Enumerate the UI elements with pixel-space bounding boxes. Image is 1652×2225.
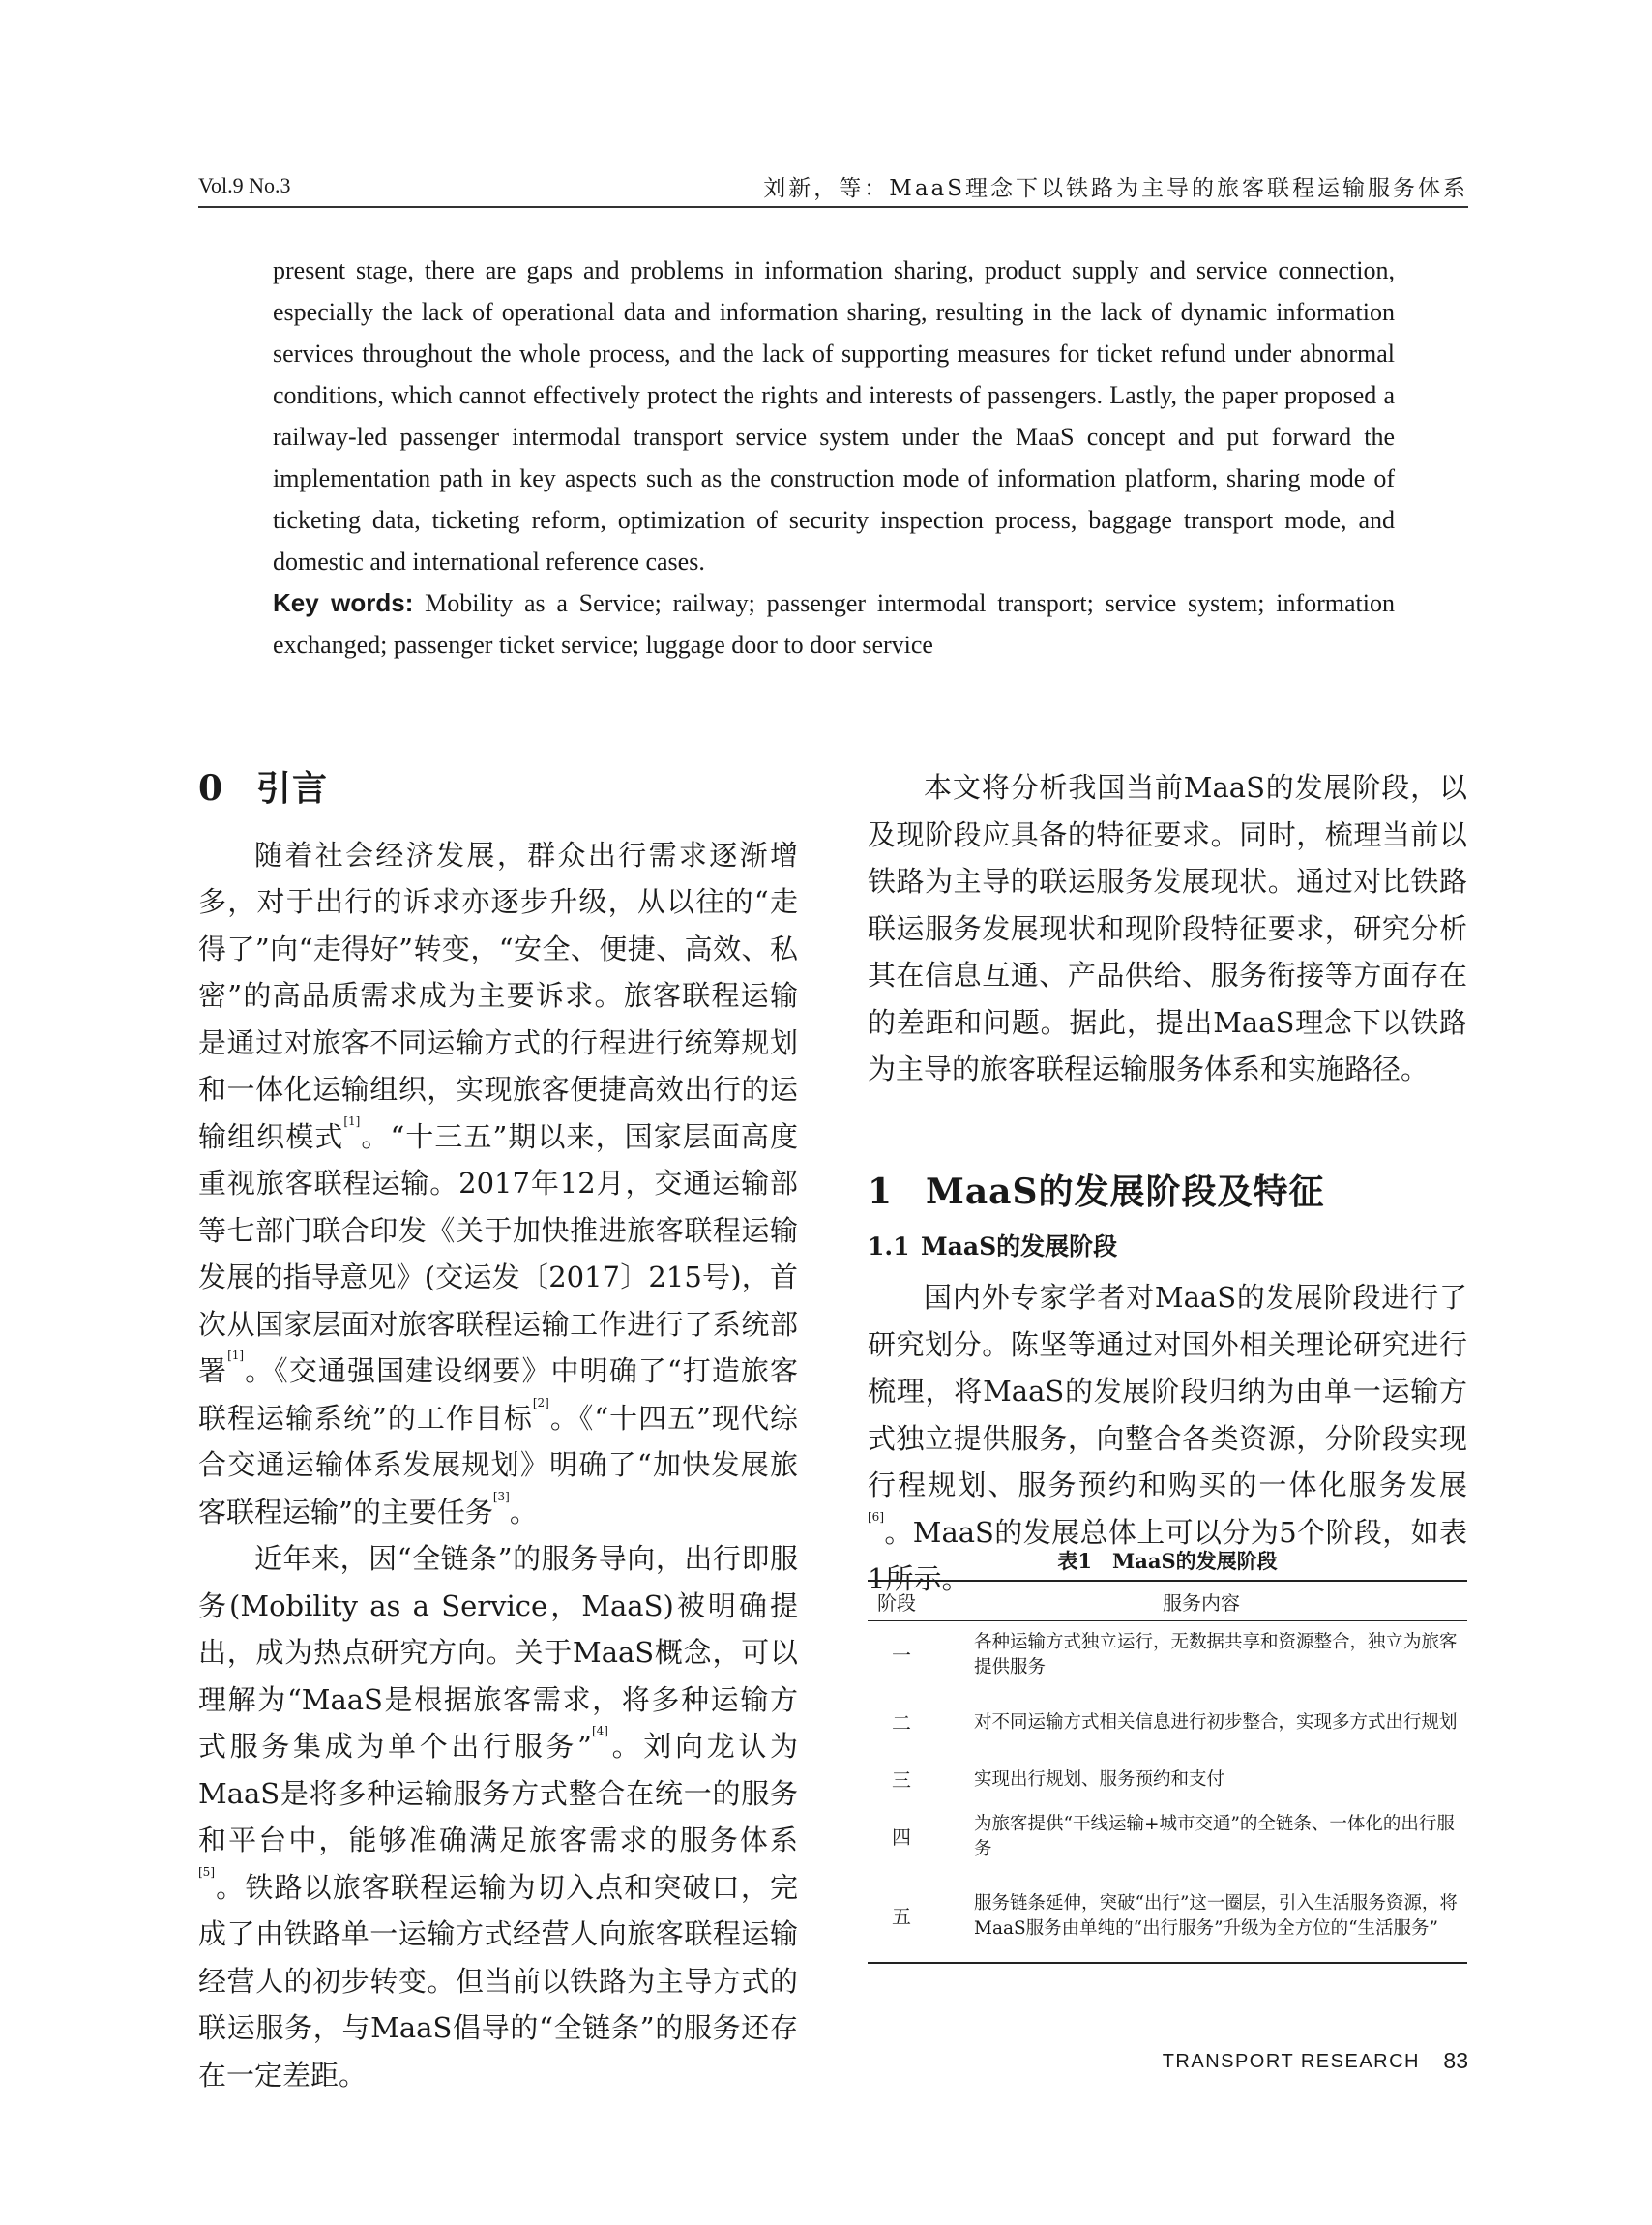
table-row: [868, 1621, 1467, 1689]
keywords-text: Mobility as a Service; railway; passenger intermodal transport; service system; information exchanged; passenger ticket service; luggage door to door service: [273, 589, 1395, 659]
running-title: 刘新，等：MaaS理念下以铁路为主导的旅客联程运输服务体系: [763, 176, 1468, 201]
table-row: [868, 1689, 1467, 1757]
citation: [2]: [532, 1395, 549, 1409]
table-bottom-rule: [868, 1962, 1467, 1964]
abstract-text: present stage, there are gaps and problems in information sharing, product supply and service connection, especially the lack of operational data and information sharing, resulting in the lack of dynamic information services throughout the whole process, and the lack of supporting measures for ticket refund under abnormal conditions, which cannot effectively protect the rights and interests of passengers. Lastly, the paper proposed a railway-led passenger intermodal transport service system under the MaaS concept and put forward the implementation path in key aspects such as the construction mode of information platform, sharing mode of ticketing data, ticketing reform, optimization of security inspection process, baggage transport mode, and domestic and international reference cases.: [273, 256, 1395, 576]
content-cell: 各种运输方式独立运行，无数据共享和资源整合，独立为旅客提供服务: [974, 1632, 1458, 1677]
table-row: [868, 1757, 1467, 1803]
page-number: 83: [1443, 2048, 1468, 2073]
subsection-1-1-heading: [868, 1224, 1467, 1271]
section-title: 引言: [256, 768, 329, 809]
content-cell: 为旅客提供“干线运输+城市交通”的全链条、一体化的出行服务: [974, 1814, 1455, 1859]
keywords: [273, 582, 1395, 666]
right-column-top: [868, 764, 1467, 1093]
volume-issue: Vol.9 No.3: [198, 173, 291, 197]
citation: [6]: [868, 1509, 884, 1524]
stage-cell: 四: [892, 1825, 911, 1849]
stage-cell: 一: [892, 1644, 911, 1667]
citation: [1]: [343, 1113, 361, 1128]
section-number: 0: [198, 768, 224, 809]
citation: [3]: [492, 1489, 510, 1503]
intro-paragraph-2: 近年来，因“全链条”的服务导向，出行即服务(Mobility as a Service，MaaS)被明确提出，成为热点研究方向。关于MaaS概念，可以理解为“MaaS是根据旅客需求，将多种运输方式服务集成为单个出行服务”[4]。刘向龙认为MaaS是将多种运输服务方式整合在统一的服务和平台中，能够准确满足旅客需求的服务体系[5]。铁路以旅客联程运输为切入点和突破口，完成了由铁路单一运输方式经营人向旅客联程运输经营人的初步转变。但当前以铁路为主导方式的联运服务，与MaaS倡导的“全链条”的服务还存在一定差距。: [198, 1542, 798, 2092]
stages-table: [868, 1580, 1467, 1964]
stage-cell: 五: [892, 1905, 911, 1928]
right-column-section-1: [868, 1169, 1467, 1603]
section-number: 1: [868, 1172, 894, 1212]
table-header-content: 服务内容: [1163, 1590, 1240, 1615]
section-1-heading: [868, 1169, 1467, 1216]
citation: [5]: [198, 1864, 215, 1879]
content-cell: 对不同运输方式相关信息进行初步整合，实现多方式出行规划: [974, 1712, 1458, 1733]
table-header-stage: 阶段: [877, 1590, 916, 1615]
keywords-label: Key words:: [273, 588, 414, 617]
abstract-block: [273, 250, 1395, 666]
header-divider: [198, 206, 1468, 208]
intro-paragraph-3: 本文将分析我国当前MaaS的发展阶段，以及现阶段应具备的特征要求。同时，梳理当前以铁路为主导的联运服务发展现状。通过对比铁路联运服务发展现状和现阶段特征要求，研究分析其在信息互通、产品供给、服务衔接等方面存在的差距和问题。据此，提出MaaS理念下以铁路为主导的旅客联程运输服务体系和实施路径。: [868, 771, 1467, 1085]
subsection-number: 1.1: [868, 1231, 910, 1261]
table-caption: 表1 MaaS的发展阶段: [1057, 1549, 1278, 1573]
citation: [1]: [227, 1349, 245, 1362]
table-row: [868, 1803, 1467, 1871]
section-0-heading: [198, 765, 798, 813]
stage-cell: 三: [892, 1768, 911, 1792]
table-header-row: [868, 1582, 1467, 1620]
table-row: [868, 1871, 1467, 1962]
content-cell: 实现出行规划、服务预约和支付: [974, 1769, 1225, 1790]
content-cell: 服务链条延伸，突破“出行”这一圈层，引入生活服务资源，将MaaS服务由单纯的“出行服务”升级为全方位的“生活服务”: [974, 1893, 1458, 1939]
section-title: MaaS的发展阶段及特征: [926, 1172, 1325, 1212]
citation: [4]: [591, 1724, 608, 1737]
left-column: [198, 768, 799, 2098]
intro-paragraph-1: 随着社会经济发展，群众出行需求逐渐增多，对于出行的诉求亦逐步升级，从以往的“走得了”向“走得好”转变，“安全、便捷、高效、私密”的高品质需求成为主要诉求。旅客联程运输是通过对旅客不同运输方式的行程进行统筹规划和一体化运输组织，实现旅客便捷高效出行的运输组织模式[1]。“十三五”期以来，国家层面高度重视旅客联程运输。2017年12月，交通运输部等七部门联合印发《关于加快推进旅客联程运输发展的指导意见》(交运发〔2017〕215号)，首次从国家层面对旅客联程运输工作进行了系统部署[1]。《交通强国建设纲要》中明确了“打造旅客联程运输系统”的工作目标[2]。《“十四五”现代综合交通运输体系发展规划》明确了“加快发展旅客联程运输”的主要任务[3]。: [198, 838, 799, 1528]
section-1-paragraph-1: 国内外专家学者对MaaS的发展阶段进行了研究划分。陈坚等通过对国外相关理论研究进行梳理，将MaaS的发展阶段归纳为由单一运输方式独立提供服务，向整合各类资源，分阶段实现行程规划、服务预约和购买的一体化服务发展[6]。MaaS的发展总体上可以分为5个阶段，如表1所示。: [868, 1281, 1467, 1595]
journal-name: TRANSPORT RESEARCH: [1162, 2051, 1420, 2072]
subsection-title: MaaS的发展阶段: [921, 1231, 1118, 1261]
stage-cell: 二: [892, 1711, 911, 1735]
